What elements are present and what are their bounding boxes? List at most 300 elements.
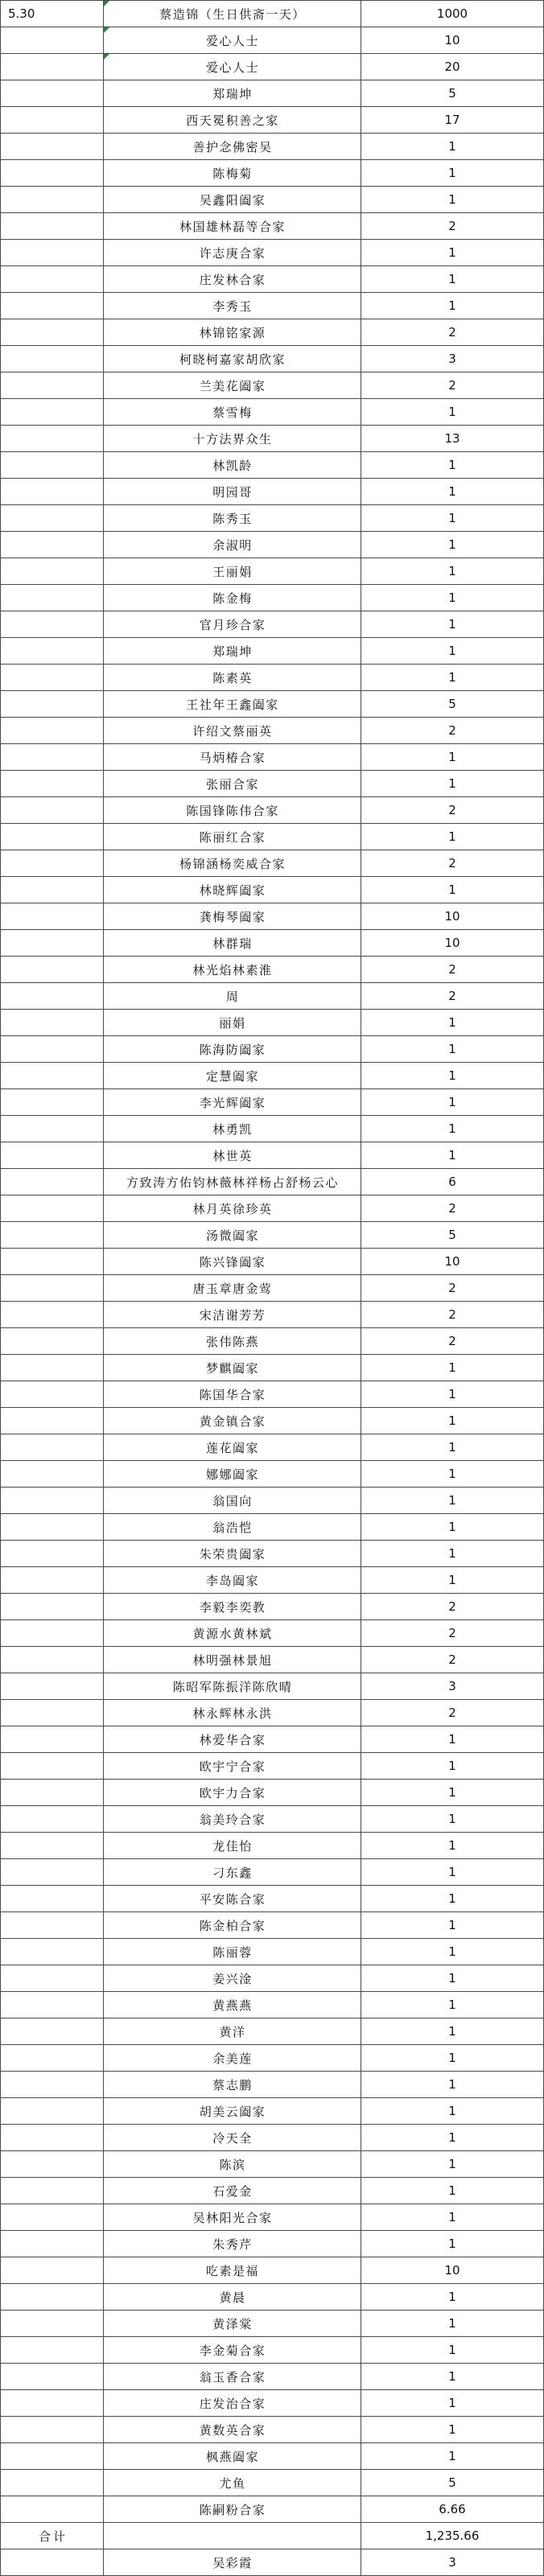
name-cell[interactable] [104, 877, 361, 903]
amount-cell[interactable] [361, 2284, 543, 2310]
amount-cell[interactable] [361, 797, 543, 823]
date-cell[interactable] [1, 1222, 104, 1248]
date-cell[interactable] [1, 240, 104, 265]
date-cell[interactable] [1, 1328, 104, 1354]
amount-cell[interactable] [361, 2364, 543, 2389]
amount-cell[interactable] [361, 1222, 543, 1248]
date-cell[interactable] [1, 1673, 104, 1699]
amount-cell[interactable] [361, 2125, 543, 2150]
amount-cell[interactable] [361, 1700, 543, 1726]
date-cell[interactable] [1, 187, 104, 212]
name-cell[interactable] [104, 213, 361, 239]
date-cell[interactable] [1, 718, 104, 743]
name-cell[interactable] [104, 957, 361, 982]
date-cell[interactable] [1, 1992, 104, 2018]
amount-cell[interactable] [361, 2204, 543, 2230]
amount-cell[interactable] [361, 1036, 543, 1062]
name-cell[interactable] [104, 54, 361, 80]
amount-cell[interactable] [361, 399, 543, 425]
total-amount-cell[interactable] [361, 2523, 543, 2549]
name-cell[interactable] [104, 1275, 361, 1301]
amount-cell[interactable] [361, 930, 543, 956]
name-cell[interactable] [104, 1859, 361, 1885]
amount-cell[interactable] [361, 134, 543, 159]
amount-cell[interactable] [361, 27, 543, 53]
date-cell[interactable] [1, 2072, 104, 2097]
amount-cell[interactable] [361, 1859, 543, 1885]
amount-cell[interactable] [361, 1620, 543, 1646]
amount-cell[interactable] [361, 372, 543, 398]
name-cell[interactable] [104, 744, 361, 770]
name-cell[interactable] [104, 1434, 361, 1460]
amount-cell[interactable] [361, 1780, 543, 1805]
amount-cell[interactable] [361, 1116, 543, 1142]
name-cell[interactable] [104, 850, 361, 876]
donor-name: 陈兴锋阖家 [199, 1254, 266, 1269]
name-cell[interactable] [104, 1249, 361, 1274]
amount-cell[interactable] [361, 1195, 543, 1221]
amount-cell[interactable] [361, 1355, 543, 1381]
date-cell[interactable] [1, 903, 104, 929]
name-cell[interactable] [104, 1302, 361, 1327]
amount-cell[interactable] [361, 744, 543, 770]
amount-cell[interactable] [361, 903, 543, 929]
name-cell[interactable] [104, 2311, 361, 2336]
date-cell[interactable] [1, 80, 104, 106]
name-cell[interactable] [104, 107, 361, 133]
date-cell[interactable] [1, 479, 104, 504]
name-cell[interactable] [104, 1541, 361, 1566]
date-cell[interactable] [1, 213, 104, 239]
name-cell[interactable] [104, 638, 361, 664]
amount-cell[interactable] [361, 266, 543, 292]
date-cell[interactable] [1, 426, 104, 451]
name-cell[interactable] [104, 134, 361, 159]
amount-cell[interactable] [361, 1, 543, 27]
name-cell[interactable] [104, 1408, 361, 1434]
donation-amount: 2 [448, 1706, 456, 1720]
name-cell[interactable] [104, 346, 361, 372]
amount-cell[interactable] [361, 1886, 543, 1911]
amount-cell[interactable] [361, 1089, 543, 1115]
table-row [1, 134, 543, 160]
amount-cell[interactable] [361, 2417, 543, 2442]
name-cell[interactable] [104, 293, 361, 319]
name-cell[interactable] [104, 399, 361, 425]
name-cell[interactable] [104, 2523, 361, 2549]
amount-cell[interactable] [361, 585, 543, 611]
amount-cell[interactable] [361, 1063, 543, 1088]
amount-cell[interactable] [361, 2443, 543, 2469]
date-cell[interactable] [1, 2417, 104, 2442]
date-cell[interactable] [1, 2257, 104, 2283]
amount-cell[interactable] [361, 2470, 543, 2496]
amount-cell[interactable] [361, 1275, 543, 1301]
name-cell[interactable] [104, 2364, 361, 2389]
date-cell[interactable] [1, 2098, 104, 2124]
name-cell[interactable] [104, 1567, 361, 1593]
amount-cell[interactable] [361, 691, 543, 717]
name-cell[interactable] [104, 2178, 361, 2204]
amount-cell[interactable] [361, 1408, 543, 1434]
amount-cell[interactable] [361, 2018, 543, 2044]
date-cell[interactable] [1, 797, 104, 823]
amount-cell[interactable] [361, 2549, 543, 2575]
date-cell[interactable] [1, 505, 104, 531]
name-cell[interactable] [104, 718, 361, 743]
date-cell[interactable] [1, 585, 104, 611]
date-cell[interactable] [1, 160, 104, 186]
date-cell[interactable] [1, 2496, 104, 2522]
name-cell[interactable] [104, 558, 361, 584]
table-row [1, 2337, 543, 2364]
name-cell[interactable] [104, 691, 361, 717]
date-cell[interactable] [1, 1886, 104, 1911]
date-cell[interactable] [1, 1541, 104, 1566]
name-cell[interactable] [104, 2151, 361, 2177]
date-cell[interactable] [1, 2018, 104, 2044]
amount-cell[interactable] [361, 1567, 543, 1593]
date-cell[interactable] [1, 1647, 104, 1673]
date-cell[interactable] [1, 824, 104, 850]
date-cell[interactable] [1, 2204, 104, 2230]
name-cell[interactable] [104, 505, 361, 531]
name-cell[interactable] [104, 240, 361, 265]
name-cell[interactable] [104, 1036, 361, 1062]
date-cell[interactable] [1, 665, 104, 690]
date-cell[interactable] [1, 877, 104, 903]
name-cell[interactable] [104, 1169, 361, 1195]
amount-cell[interactable] [361, 1381, 543, 1407]
date-cell[interactable] [1, 2470, 104, 2496]
amount-cell[interactable] [361, 2151, 543, 2177]
amount-cell[interactable] [361, 1992, 543, 2018]
date-cell[interactable] [1, 372, 104, 398]
name-cell[interactable] [104, 319, 361, 345]
amount-cell[interactable] [361, 54, 543, 80]
amount-cell[interactable] [361, 1912, 543, 1938]
date-cell[interactable] [1, 1142, 104, 1168]
date-cell[interactable] [1, 1408, 104, 1434]
amount-cell[interactable] [361, 1939, 543, 1965]
date-cell[interactable] [1, 1036, 104, 1062]
name-cell[interactable] [104, 2549, 361, 2575]
name-cell[interactable] [104, 1089, 361, 1115]
amount-cell[interactable] [361, 1169, 543, 1195]
amount-cell[interactable] [361, 1010, 543, 1035]
donor-name: 许绍文蔡丽英 [192, 723, 273, 739]
donation-amount: 1 [448, 298, 456, 313]
name-cell[interactable] [104, 2417, 361, 2442]
name-cell[interactable] [104, 1833, 361, 1858]
date-cell[interactable] [1, 1461, 104, 1487]
name-cell[interactable] [104, 1195, 361, 1221]
date-cell[interactable] [1, 2311, 104, 2336]
name-cell[interactable] [104, 1222, 361, 1248]
name-cell[interactable] [104, 665, 361, 690]
amount-cell[interactable] [361, 1965, 543, 1991]
amount-cell[interactable] [361, 718, 543, 743]
name-cell[interactable] [104, 2390, 361, 2416]
date-cell[interactable] [1, 1355, 104, 1381]
name-cell[interactable] [104, 2231, 361, 2257]
amount-cell[interactable] [361, 2257, 543, 2283]
amount-cell[interactable] [361, 1461, 543, 1487]
amount-cell[interactable] [361, 1647, 543, 1673]
date-cell[interactable] [1, 957, 104, 982]
date-cell[interactable] [1, 1010, 104, 1035]
amount-cell[interactable] [361, 2098, 543, 2124]
date-cell[interactable] [1, 1249, 104, 1274]
date-cell[interactable] [1, 27, 104, 53]
name-cell[interactable] [104, 532, 361, 558]
date-cell[interactable] [1, 319, 104, 345]
name-cell[interactable] [104, 2125, 361, 2150]
amount-cell[interactable] [361, 1328, 543, 1354]
amount-cell[interactable] [361, 2178, 543, 2204]
donation-amount: 1 [448, 139, 456, 154]
amount-cell[interactable] [361, 2072, 543, 2097]
amount-cell[interactable] [361, 293, 543, 319]
date-cell[interactable] [1, 54, 104, 80]
name-cell[interactable] [104, 1726, 361, 1752]
donor-name: 蔡造锦（生日供斋一天） [159, 6, 306, 22]
name-cell[interactable] [104, 1514, 361, 1540]
amount-cell[interactable] [361, 2311, 543, 2336]
name-cell[interactable] [104, 27, 361, 53]
amount-cell[interactable] [361, 957, 543, 982]
amount-cell[interactable] [361, 2390, 543, 2416]
name-cell[interactable] [104, 1488, 361, 1513]
date-cell[interactable] [1, 850, 104, 876]
amount-cell[interactable] [361, 532, 543, 558]
amount-cell[interactable] [361, 2496, 543, 2522]
name-cell[interactable] [104, 771, 361, 796]
date-cell[interactable] [1, 1275, 104, 1301]
name-cell[interactable] [104, 2470, 361, 2496]
name-cell[interactable] [104, 1753, 361, 1779]
name-cell[interactable] [104, 1647, 361, 1673]
date-cell[interactable] [1, 2390, 104, 2416]
amount-cell[interactable] [361, 1726, 543, 1752]
date-cell[interactable] [1, 558, 104, 584]
donor-name: 唐玉章唐金莺 [192, 1281, 273, 1296]
date-cell[interactable] [1, 107, 104, 133]
date-cell[interactable] [1, 266, 104, 292]
date-cell[interactable] [1, 532, 104, 558]
date-cell[interactable] [1, 1089, 104, 1115]
name-cell[interactable] [104, 983, 361, 1009]
date-cell[interactable] [1, 1514, 104, 1540]
name-cell[interactable] [104, 1142, 361, 1168]
amount-cell[interactable] [361, 240, 543, 265]
name-cell[interactable] [104, 930, 361, 956]
date-cell[interactable] [1, 1912, 104, 1938]
date-cell[interactable] [1, 1700, 104, 1726]
name-cell[interactable] [104, 426, 361, 451]
amount-cell[interactable] [361, 426, 543, 451]
amount-cell[interactable] [361, 771, 543, 796]
date-cell[interactable] [1, 1381, 104, 1407]
amount-cell[interactable] [361, 2337, 543, 2363]
amount-cell[interactable] [361, 2045, 543, 2071]
date-cell[interactable] [1, 1116, 104, 1142]
date-cell[interactable] [1, 452, 104, 478]
amount-cell[interactable] [361, 160, 543, 186]
amount-cell[interactable] [361, 1673, 543, 1699]
date-cell[interactable] [1, 1806, 104, 1832]
amount-cell[interactable] [361, 1594, 543, 1619]
name-cell[interactable] [104, 585, 361, 611]
total-label-cell[interactable] [1, 2523, 104, 2549]
date-cell[interactable] [1, 1620, 104, 1646]
name-cell[interactable] [104, 1328, 361, 1354]
amount-cell[interactable] [361, 1302, 543, 1327]
amount-cell[interactable] [361, 1434, 543, 1460]
amount-cell[interactable] [361, 479, 543, 504]
amount-cell[interactable] [361, 505, 543, 531]
name-cell[interactable] [104, 2098, 361, 2124]
amount-cell[interactable] [361, 1753, 543, 1779]
date-cell[interactable] [1, 2178, 104, 2204]
name-cell[interactable] [104, 903, 361, 929]
name-cell[interactable] [104, 1965, 361, 1991]
name-cell[interactable] [104, 2204, 361, 2230]
name-cell[interactable] [104, 479, 361, 504]
name-cell[interactable] [104, 160, 361, 186]
date-cell[interactable] [1, 930, 104, 956]
amount-cell[interactable] [361, 558, 543, 584]
amount-cell[interactable] [361, 187, 543, 212]
name-cell[interactable] [104, 1355, 361, 1381]
amount-cell[interactable] [361, 877, 543, 903]
date-cell[interactable] [1, 2549, 104, 2575]
name-cell[interactable] [104, 1700, 361, 1726]
date-cell[interactable] [1, 2284, 104, 2310]
date-cell[interactable] [1, 638, 104, 664]
date-cell[interactable] [1, 1434, 104, 1460]
name-cell[interactable] [104, 1939, 361, 1965]
name-cell[interactable] [104, 1381, 361, 1407]
amount-cell[interactable] [361, 107, 543, 133]
name-cell[interactable] [104, 1886, 361, 1911]
name-cell[interactable] [104, 2496, 361, 2522]
name-cell[interactable] [104, 372, 361, 398]
name-cell[interactable] [104, 2337, 361, 2363]
date-cell[interactable] [1, 1169, 104, 1195]
date-cell[interactable] [1, 2045, 104, 2071]
amount-cell[interactable] [361, 1488, 543, 1513]
name-cell[interactable] [104, 2072, 361, 2097]
name-cell[interactable] [104, 187, 361, 212]
date-cell[interactable] [1, 346, 104, 372]
amount-cell[interactable] [361, 638, 543, 664]
amount-cell[interactable] [361, 824, 543, 850]
amount-cell[interactable] [361, 1142, 543, 1168]
date-cell[interactable] [1, 293, 104, 319]
date-cell[interactable] [1, 2443, 104, 2469]
name-cell[interactable] [104, 1, 361, 27]
date-cell[interactable] [1, 399, 104, 425]
name-cell[interactable] [104, 824, 361, 850]
date-cell[interactable] [1, 1939, 104, 1965]
date-cell[interactable] [1, 691, 104, 717]
date-cell[interactable] [1, 1726, 104, 1752]
amount-cell[interactable] [361, 1514, 543, 1540]
name-cell[interactable] [104, 1673, 361, 1699]
date-cell[interactable] [1, 2364, 104, 2389]
amount-cell[interactable] [361, 452, 543, 478]
name-cell[interactable] [104, 1116, 361, 1142]
date-cell[interactable] [1, 611, 104, 637]
date-cell[interactable] [1, 1859, 104, 1885]
amount-cell[interactable] [361, 80, 543, 106]
date-cell[interactable] [1, 1063, 104, 1088]
date-cell[interactable] [1, 1833, 104, 1858]
name-cell[interactable] [104, 1620, 361, 1646]
name-cell[interactable] [104, 1806, 361, 1832]
name-cell[interactable] [104, 1594, 361, 1619]
name-cell[interactable] [104, 2018, 361, 2044]
name-cell[interactable] [104, 2443, 361, 2469]
amount-cell[interactable] [361, 319, 543, 345]
amount-cell[interactable] [361, 850, 543, 876]
name-cell[interactable] [104, 1461, 361, 1487]
amount-cell[interactable] [361, 346, 543, 372]
date-cell[interactable] [1, 1302, 104, 1327]
date-cell[interactable] [1, 1594, 104, 1619]
name-cell[interactable] [104, 2045, 361, 2071]
date-cell[interactable] [1, 1488, 104, 1513]
name-cell[interactable] [104, 80, 361, 106]
amount-cell[interactable] [361, 1833, 543, 1858]
amount-cell[interactable] [361, 1541, 543, 1566]
name-cell[interactable] [104, 266, 361, 292]
date-cell[interactable] [1, 744, 104, 770]
date-cell[interactable] [1, 1780, 104, 1805]
date-cell[interactable] [1, 1567, 104, 1593]
name-cell[interactable] [104, 2284, 361, 2310]
name-cell[interactable] [104, 452, 361, 478]
amount-cell[interactable] [361, 1249, 543, 1274]
name-cell[interactable] [104, 1780, 361, 1805]
date-cell[interactable] [1, 1965, 104, 1991]
date-cell[interactable] [1, 1, 104, 27]
name-cell[interactable] [104, 797, 361, 823]
name-cell[interactable] [104, 611, 361, 637]
amount-cell[interactable] [361, 665, 543, 690]
date-cell[interactable] [1, 2337, 104, 2363]
amount-cell[interactable] [361, 1806, 543, 1832]
name-cell[interactable] [104, 1063, 361, 1088]
date-cell[interactable] [1, 134, 104, 159]
amount-cell[interactable] [361, 213, 543, 239]
date-cell[interactable] [1, 771, 104, 796]
name-cell[interactable] [104, 2257, 361, 2283]
date-cell[interactable] [1, 2231, 104, 2257]
name-cell[interactable] [104, 1912, 361, 1938]
amount-cell[interactable] [361, 611, 543, 637]
date-cell[interactable] [1, 2151, 104, 2177]
date-cell[interactable] [1, 1753, 104, 1779]
amount-cell[interactable] [361, 983, 543, 1009]
date-cell[interactable] [1, 2125, 104, 2150]
date-cell[interactable] [1, 1195, 104, 1221]
date-cell[interactable] [1, 983, 104, 1009]
amount-cell[interactable] [361, 2231, 543, 2257]
name-cell[interactable] [104, 1992, 361, 2018]
name-cell[interactable] [104, 1010, 361, 1035]
